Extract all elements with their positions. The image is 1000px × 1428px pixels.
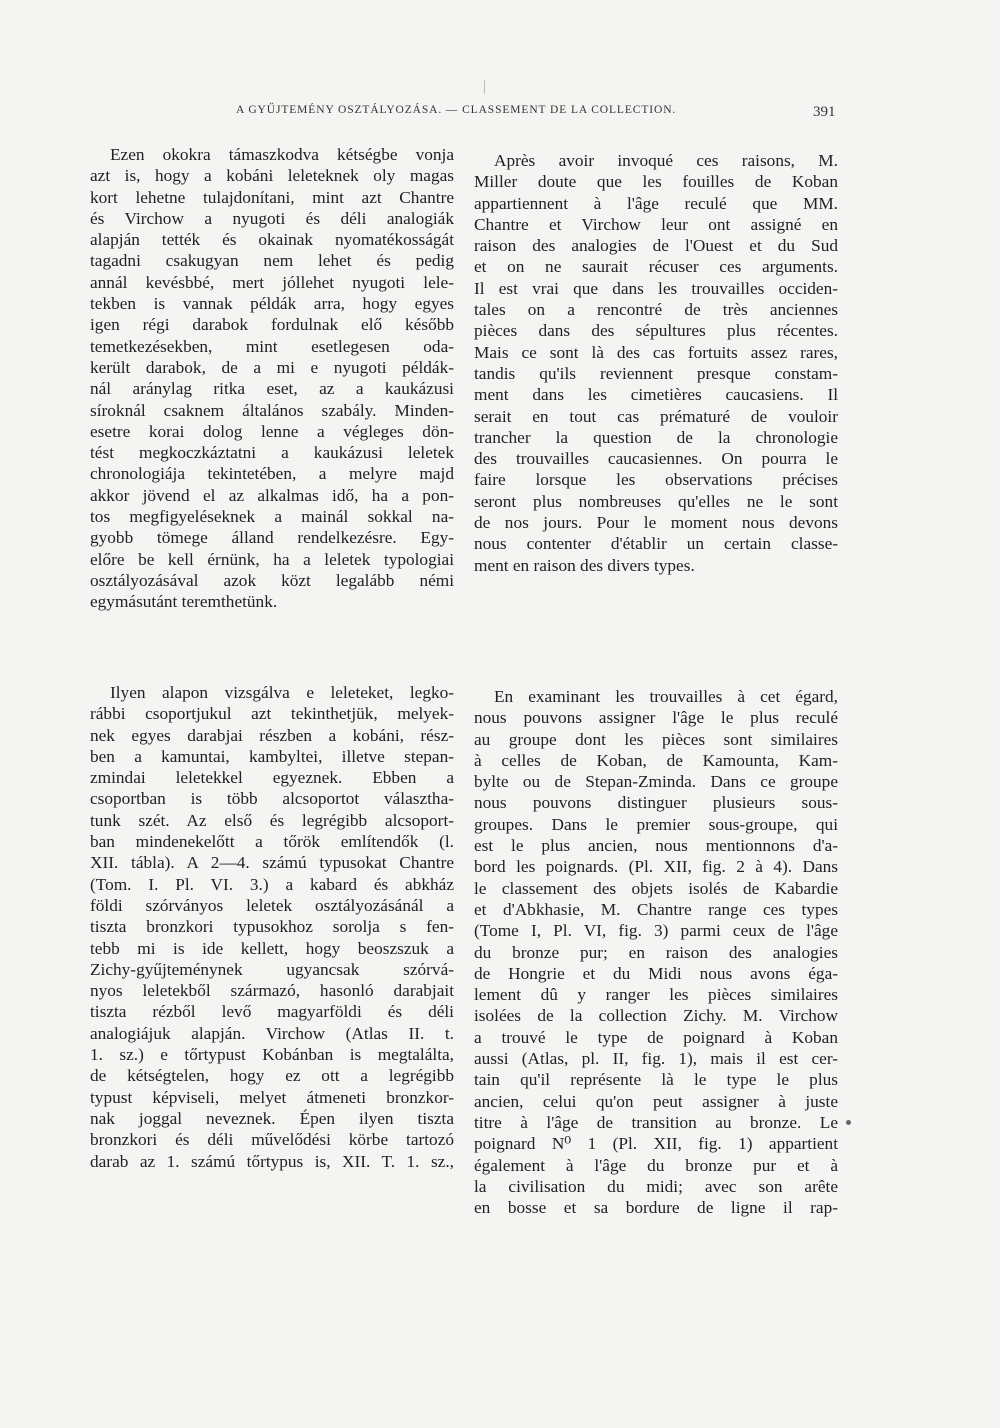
text-line: 1. sz.) e tőrtypust Kobánban is megtalálta, (90, 1045, 454, 1065)
text-line: osztályozásával azok közt legalább némi (90, 570, 454, 590)
text-line: földi szórványos leletek osztályozásánál a (90, 895, 454, 915)
text-line: (Tome I, Pl. VI, fig. 3) parmi ceux de l'âge (474, 921, 838, 941)
margin-mark (846, 1120, 851, 1125)
page-number: 391 (813, 104, 836, 120)
text-line: tos megfigyeléseknek a mainál sokkal na- (90, 507, 454, 527)
text-line: azt is, hogy a kobáni leleteknek oly magas (90, 166, 454, 186)
text-line: typust képviseli, melyet átmeneti bronzkor- (90, 1087, 454, 1107)
text-line: Chantre et Virchow leur ont assigné en (474, 214, 838, 234)
text-line: tandis qu'ils reviennent presque constam- (474, 363, 838, 383)
text-line: került darabok, de a mi e nyugoti példák- (90, 357, 454, 377)
text-line: ment dans les cimetières caucasiens. Il (474, 385, 838, 405)
text-line: tales on a rencontré de très anciennes (474, 300, 838, 320)
text-line: tiszta rézből levő magyarföldi és déli (90, 1002, 454, 1022)
text-line: esetre korai dolog lenne a végleges dön- (90, 421, 454, 441)
text-line: du bronze pur; en raison des analogies (474, 942, 838, 962)
text-line: ben a kamuntai, kambyltei, illetve stepan- (90, 746, 454, 766)
text-line: Ezen okokra támaszkodva kétségbe vonja (110, 145, 454, 164)
text-line: akkor jövend el az alkalmas idő, ha a pon- (90, 485, 454, 505)
text-line: Après avoir invoqué ces raisons, M. (494, 151, 838, 170)
text-line: lement dû y ranger les pièces similaires (474, 985, 838, 1005)
text-line: XII. tábla). A 2—4. számú typusokat Chantre (90, 853, 454, 873)
text-line: de kétségtelen, hogy ez ott a legrégibb (90, 1066, 454, 1086)
text-line: és Virchow a nyugoti és déli analogiák (90, 208, 454, 228)
text-line: poignard N⁰ 1 (Pl. XII, fig. 1) appartient (474, 1134, 838, 1154)
text-line: a trouvé le type de poignard à Koban (474, 1027, 838, 1047)
text-line: des trouvailles caucasiennes. On pourra le (474, 449, 838, 469)
text-line: Mais ce sont là des cas fortuits assez rares, (474, 342, 838, 362)
text-line: tést megkoczkáztatni a kaukázusi leletek (90, 443, 454, 463)
text-line: En examinant les trouvailles à cet égard, (494, 687, 838, 706)
text-line: kort lehetne tulajdonítani, mint azt Chantre (90, 187, 454, 207)
text-line: rábbi csoportjukul azt tekinthetjük, melyek- (90, 704, 454, 724)
text-line: nál aránylag ritka eset, az a kaukázusi (90, 379, 454, 399)
text-line: zmindai leletekkel egyeznek. Ebben a (90, 768, 454, 788)
left-column-paragraph-1 (90, 144, 454, 613)
left-column-paragraph-2 (90, 682, 454, 1172)
text-line: également à l'âge du bronze pur et à (474, 1155, 838, 1175)
text-line: tain qu'il représente là le type le plus (474, 1070, 838, 1090)
text-line: tagadni csakugyan nem lehet és pedig (90, 251, 454, 271)
text-line: de Hongrie et du Midi nous avons éga- (474, 963, 838, 983)
text-line: en bosse et sa bordure de ligne il rap- (474, 1198, 838, 1218)
text-line: isolées de la collection Zichy. M. Virchow (474, 1006, 838, 1026)
text-line: et on ne saurait récuser ces arguments. (474, 257, 838, 277)
text-line: csoportban is több alcsoportot választha- (90, 789, 454, 809)
text-line: appartiennent à l'âge reculé que MM. (474, 193, 838, 213)
text-line: temetkezésekben, mint esetlegesen oda- (90, 336, 454, 356)
text-line: au groupe dont les pièces sont similaires (474, 729, 838, 749)
right-column-paragraph-2 (474, 686, 838, 1218)
text-line: aussi (Atlas, pl. II, fig. 1), mais il est cer- (474, 1049, 838, 1069)
text-line: trancher la question de la chronologie (474, 427, 838, 447)
text-line: chronologiája tekintetében, a melyre majd (90, 464, 454, 484)
text-line: nyos leletekből származó, hasonló darabjait (90, 981, 454, 1001)
text-line: alapján tették és okainak nyomatékosságát (90, 230, 454, 250)
text-line: tiszta bronzkori typusokhoz sorolja s fen- (90, 917, 454, 937)
text-line: la civilisation du midi; avec son arête (474, 1176, 838, 1196)
text-line: igen régi darabok fordulnak elő később (90, 315, 454, 335)
text-line: tekben is vannak példák arra, hogy egyes (90, 294, 454, 314)
text-line: bord les poignards. (Pl. XII, fig. 2 à 4). Dans (474, 857, 838, 877)
text-line: nous pouvons assigner l'âge le plus reculé (474, 708, 838, 728)
text-line: bronzkori és déli művelődési körbe tartozó (90, 1130, 454, 1150)
text-line: faire lorsque les observations précises (474, 470, 838, 490)
text-line: groupes. Dans le premier sous-groupe, qui (474, 814, 838, 834)
text-line: egymásutánt teremthetünk. (90, 592, 278, 612)
text-line: nous contenter d'établir un certain classe- (474, 534, 838, 554)
right-column-paragraph-1 (474, 150, 838, 576)
text-line: Zichy-gyűjteménynek ugyancsak szórvá- (90, 959, 454, 979)
text-line: (Tom. I. Pl. VI. 3.) a kabard és abkház (90, 874, 454, 894)
text-line: pièces dans des sépultures plus récentes. (474, 321, 838, 341)
text-line: darab az 1. számú tőrtypus is, XII. T. 1. sz., (90, 1151, 454, 1171)
text-line: raison des analogies de l'Ouest et du Sud (474, 236, 838, 256)
running-header: A GYŰJTEMÉNY OSZTÁLYOZÁSA. — CLASSEMENT DE LA COLLECTION. (236, 104, 677, 116)
text-line: titre à l'âge de transition au bronze. Le (474, 1112, 838, 1132)
text-line: nek egyes darabjai részben a kobáni, rész- (90, 725, 454, 745)
text-line: le classement des objets isolés de Kabardie (474, 878, 838, 898)
text-line: nak joggal neveznek. Épen ilyen tiszta (90, 1108, 454, 1128)
text-line: de nos jours. Pour le moment nous devons (474, 513, 838, 533)
scan-speck (484, 80, 485, 94)
text-line: nous pouvons distinguer plusieurs sous- (474, 793, 838, 813)
text-line: Il est vrai que dans les trouvailles occiden- (474, 278, 838, 298)
text-line: analogiájuk alapján. Virchow (Atlas II. t. (90, 1023, 454, 1043)
text-line: serait en tout cas prématuré de vouloir (474, 406, 838, 426)
text-line: gyobb tömege álland rendelkezésre. Egy- (90, 528, 454, 548)
text-line: tunk szét. Az első és legrégibb alcsoport- (90, 810, 454, 830)
text-line: síroknál csaknem általános szabály. Minden- (90, 400, 454, 420)
text-line: Miller doute que les fouilles de Koban (474, 172, 838, 192)
text-line: à celles de Koban, de Kamounta, Kam- (474, 750, 838, 770)
text-line: est le plus ancien, nous mentionnons d'a- (474, 836, 838, 856)
text-line: et d'Abkhasie, M. Chantre range ces types (474, 899, 838, 919)
text-line: annál kevésbbé, mert jóllehet nyugoti lele- (90, 272, 454, 292)
text-line: seront plus nombreuses qu'elles ne le sont (474, 491, 838, 511)
text-line: tebb mi is ide kellett, hogy beoszszuk a (90, 938, 454, 958)
text-line: ancien, celui qu'on peut assigner à juste (474, 1091, 838, 1111)
text-line: ban mindenekelőtt a tőrök említendők (l. (90, 832, 454, 852)
text-line: bylte ou de Stepan-Zminda. Dans ce groupe (474, 772, 838, 792)
text-line: előre be kell érnünk, ha a leletek typologiai (90, 549, 454, 569)
text-line: Ilyen alapon vizsgálva e leleteket, legko- (110, 683, 454, 702)
text-line: ment en raison des divers types. (474, 555, 695, 575)
